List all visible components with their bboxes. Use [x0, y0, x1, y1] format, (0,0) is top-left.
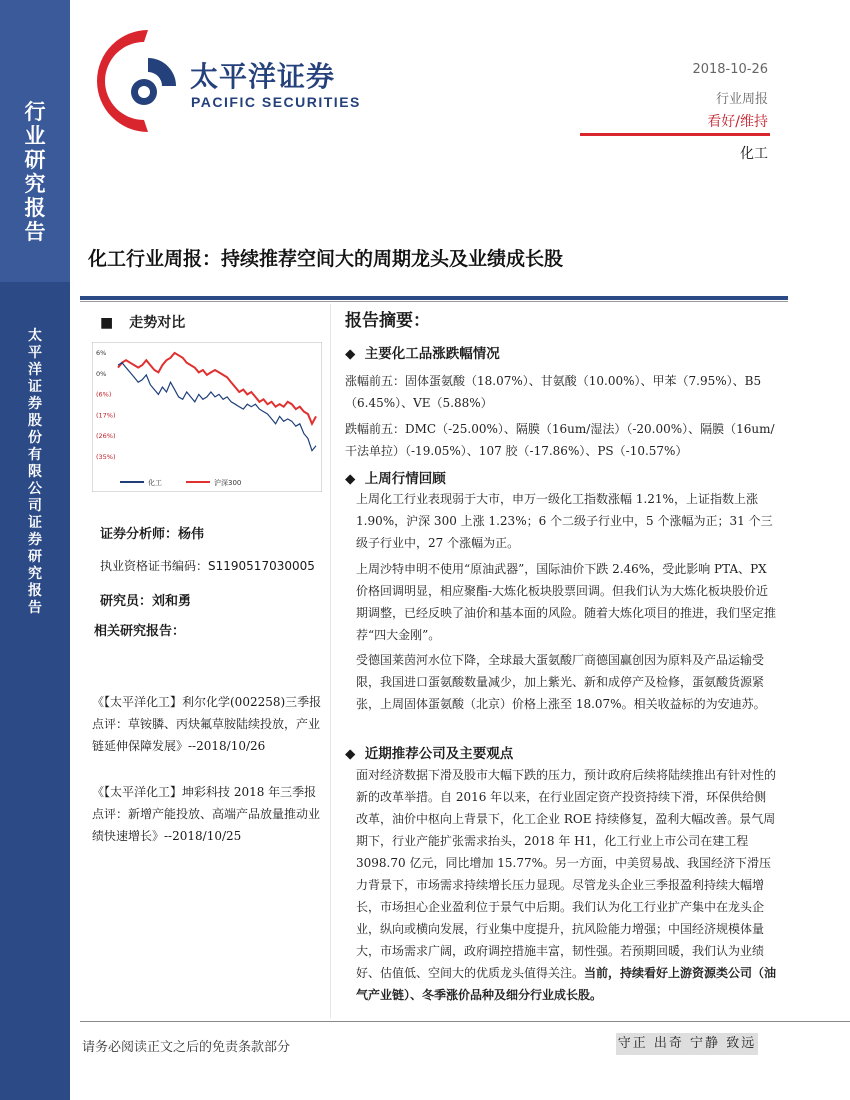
- title-divider: [80, 296, 788, 300]
- y-tick-label: (26%): [96, 432, 116, 441]
- rating: 看好/维持: [707, 114, 768, 130]
- related-report-1[interactable]: 《【太平洋化工】利尔化学(002258)三季报点评：草铵膦、丙炔氟草胺陆续投放，产业链延伸保障发展》--2018/10/26: [92, 695, 322, 753]
- sidebar: [0, 0, 70, 1100]
- cert-number: S1190517030005: [208, 559, 315, 573]
- market-review-para-2: 上周沙特申明不使用“原油武器”，国际油价下跌 2.46%，受此影响 PTA、PX 价格回调明显，相应聚酯-大炼化板块股票回调。但我们认为大炼化板块股价近期调整，已经反映了油价和基本面的风险。随着大炼化项目的推进，我们坚定推荐“四大金刚”。: [356, 562, 777, 642]
- report-type: 行业周报: [715, 92, 768, 107]
- footer-divider: [80, 1021, 850, 1022]
- top-losers-text: 跌幅前五：DMC（-25.00%）、隔膜（16um/湿法）（-20.00%）、隔膜（16um/干法单拉）（-19.05%）、107 胶（-17.86%）、PS（-10.57%）: [345, 422, 775, 458]
- recommendations-highlight: 当前，持续看好上游资源类公司（油气产业链）、冬季涨价品种及细分行业成长股。: [356, 966, 777, 1002]
- sidebar-company-label: 太 平 洋 证 券 股 份 有 限 公 司 证 券 研 究 报 告: [28, 328, 42, 616]
- analyst-line: 证券分析师：杨伟: [100, 527, 205, 542]
- market-review-para-1: 上周化工行业表现弱于大市，申万一级化工指数涨幅 1.21%，上证指数上涨 1.90%，沪深 300 上涨 1.23%；6 个二级子行业中，5 个涨幅为正；31 个三级子行业中，27 个涨幅为正。: [356, 492, 773, 550]
- legend-label: 沪深300: [214, 479, 242, 487]
- trend-heading: ■ 走势对比: [100, 315, 186, 331]
- related-reports-heading: 相关研究报告：: [94, 624, 186, 639]
- legend-label: 化工: [148, 479, 162, 487]
- diamond-bullet-icon: ◆: [345, 746, 356, 762]
- report-date: 2018-10-26: [692, 62, 768, 77]
- section-recommendations-heading: ◆ 近期推荐公司及主要观点: [345, 746, 514, 762]
- y-tick-label: (35%): [96, 453, 116, 461]
- summary-heading: 报告摘要：: [345, 311, 430, 331]
- analyst-name: 杨伟: [178, 527, 205, 542]
- recommendations-para: 面对经济数据下滑及股市大幅下跌的压力，预计政府后续将陆续推出有针对性的新的改革举措。自 2016 年以来，在行业固定资产投资持续下滑，环保供给侧改革，油价中枢向上背景下，化工企业 ROE 持续修复，盈利大幅改善。景气周期下，行业产能扩张需求抬头，2018 年 H1，化工行业上市公司在建工程 3098.70 亿元，同比增加 15.77%。另一方面，中美贸易战、我国经济下滑压力背景下，市场需求持续增长压力显现。尽管龙头企业三季报盈利持续大幅增长，市场担心企业盈利位于景气中后期。我们认为化工行业扩产集中在龙头企业，纵向或横向发展，行业集中度提升，抗风险能力增强；中国经济规模体量大，市场需求广阔，政府调控措施丰富，韧性强。若预期回暖，我们认为业绩好、估值低、空间大的优质龙头值得关注。当前，持续看好上游资源类公司（油气产业链）、冬季涨价品种及细分行业成长股。: [356, 768, 777, 1002]
- top-gainers-text: 涨幅前五：固体蛋氨酸（18.07%）、甘氨酸（10.00%）、甲苯（7.95%）、B5（6.45%）、VE（5.88%）: [345, 374, 762, 410]
- column-divider: [330, 304, 331, 1018]
- cert-line: 执业资格证书编码：S1190517030005: [100, 559, 315, 573]
- logo-english-name: PACIFIC SECURITIES: [191, 94, 361, 110]
- researcher-line: 研究员：刘和勇: [100, 594, 192, 609]
- page-title: 化工行业周报：持续推荐空间大的周期龙头及业绩成长股: [88, 248, 564, 270]
- market-review-para-3: 受德国莱茵河水位下降，全球最大蛋氨酸厂商德国赢创因为原料及产品运输受限，我国进口蛋氨酸数量减少，加上紫光、新和成停产及检修，蛋氨酸货源紧张，上周固体蛋氨酸（北京）价格上涨至 18.07%。相关收益标的为安迪苏。: [356, 653, 766, 711]
- motto-badge: 守正 出奇 宁静 致远: [616, 1033, 758, 1055]
- section-market-review-heading: ◆ 上周行情回顾: [345, 471, 446, 487]
- section-price-changes-heading: ◆ 主要化工品涨跌幅情况: [345, 346, 500, 362]
- diamond-bullet-icon: ◆: [345, 471, 356, 487]
- diamond-bullet-icon: ◆: [345, 346, 356, 362]
- y-tick-label: (17%): [96, 411, 116, 420]
- square-bullet-icon: ■: [100, 315, 114, 331]
- title-divider-thin: [80, 301, 788, 302]
- industry-label: 化工: [740, 146, 768, 162]
- related-report-2[interactable]: 《【太平洋化工】坤彩科技 2018 年三季报点评：新增产能投放、高端产品放量推动业绩快速增长》--2018/10/25: [92, 785, 321, 843]
- y-tick-label: 0%: [96, 369, 107, 378]
- company-logo-icon: [92, 20, 188, 140]
- disclaimer: 请务必阅读正文之后的免责条款部分: [82, 1040, 291, 1055]
- chart-frame: [92, 342, 322, 492]
- y-tick-label: 6%: [96, 349, 107, 357]
- trend-chart: [92, 342, 322, 492]
- logo-chinese-name: 太平洋证券: [190, 60, 336, 93]
- rating-underline: [580, 133, 770, 136]
- sidebar-category-label: 行 业 研 究 报 告: [24, 99, 46, 244]
- y-tick-label: (6%): [96, 390, 112, 399]
- researcher-name: 刘和勇: [152, 594, 192, 609]
